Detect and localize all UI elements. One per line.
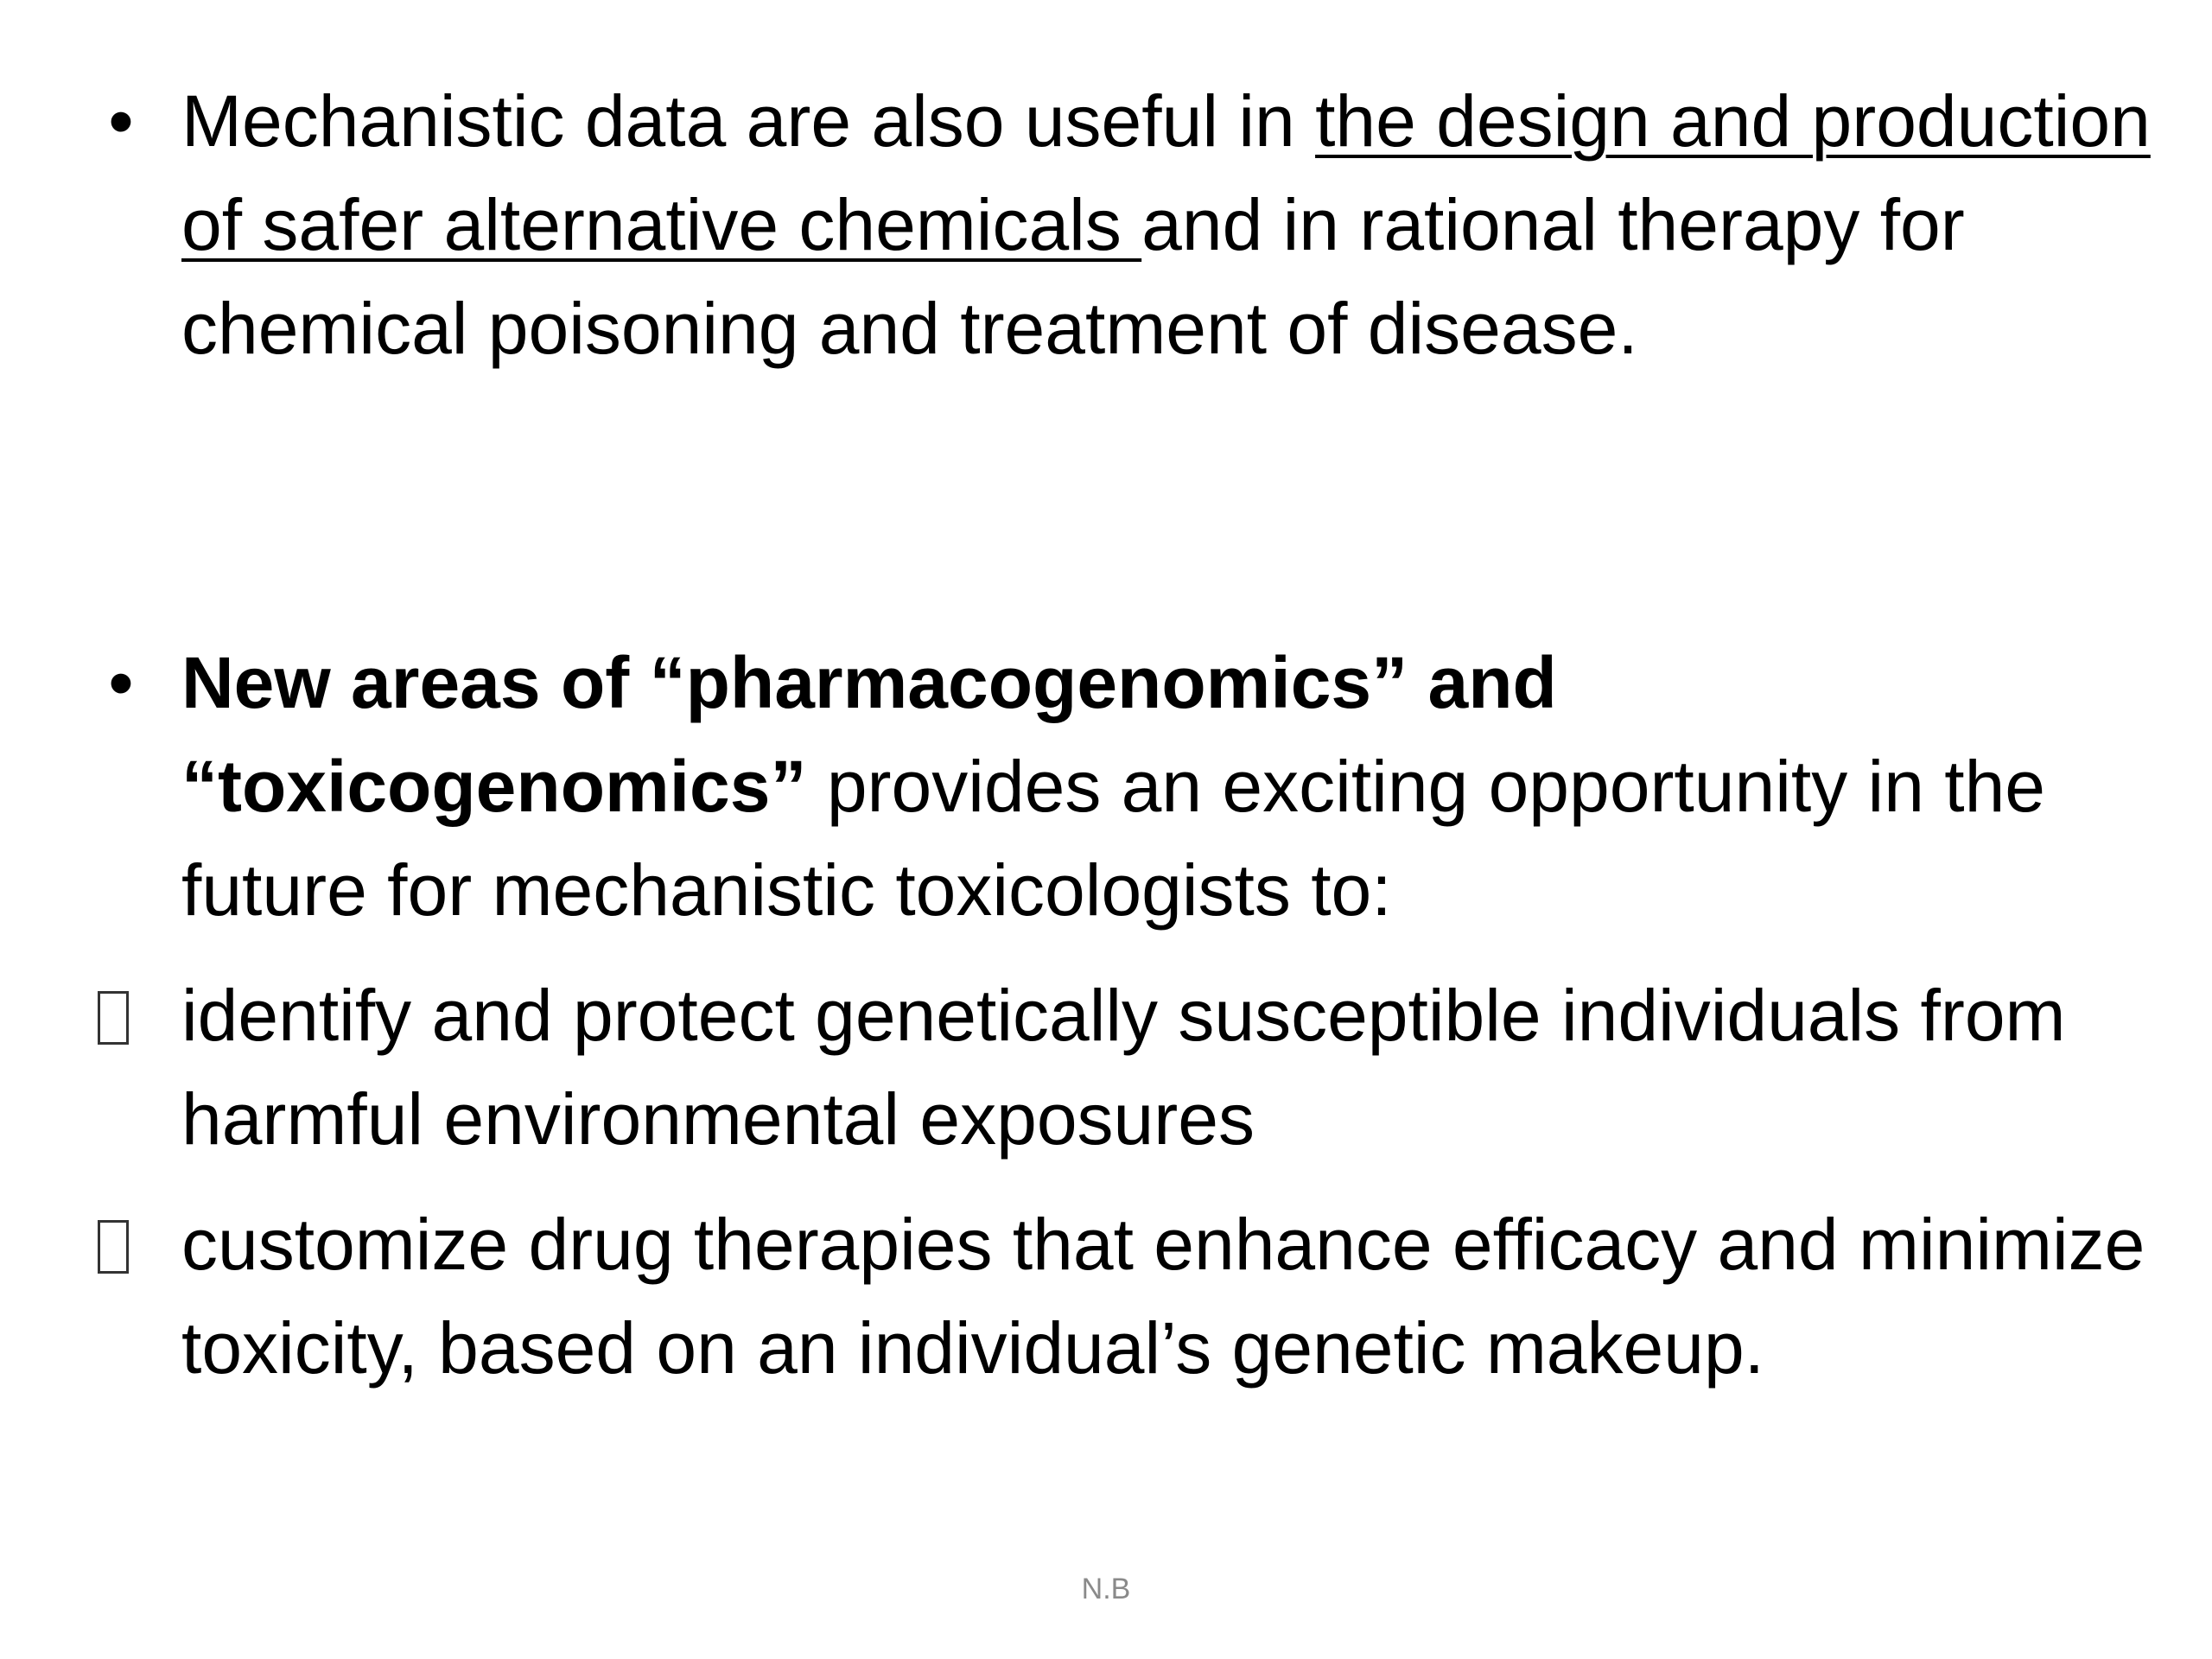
- checkbox-placeholder-icon: [98, 1220, 129, 1274]
- bullet-text-part: Mechanistic data are also useful in: [181, 80, 1316, 162]
- bullet-marker: •: [108, 642, 134, 723]
- bullet-text-part: provides an exciting opportunity in the future for mechanistic toxicologists to:: [181, 746, 2046, 931]
- bullet-marker: •: [108, 80, 134, 162]
- sub-item-customize: [181, 1192, 2152, 1400]
- bullet-text-part: and in rational therapy for chemical poisoning and treatment of disease.: [181, 184, 1965, 369]
- checkbox-placeholder-icon: [98, 991, 129, 1045]
- bullet-bold-text: New areas of “pharmacogenomics” and “toxicogenomics”: [181, 642, 1557, 827]
- sub-item-text: customize drug therapies that enhance efficacy and minimize toxicity, based on an individual’s genetic makeup.: [181, 1204, 2145, 1389]
- bullet-genomics: [108, 631, 2152, 942]
- footer-label: N.B: [1081, 1573, 1131, 1605]
- bullet-mechanistic-data: [108, 69, 2152, 380]
- sub-item-identify: [181, 963, 2152, 1171]
- bullet-underlined-text: the design and production of safer alternative chemicals: [181, 80, 2151, 265]
- sub-item-text: identify and protect genetically susceptible individuals from harmful environmental exposures: [181, 975, 2066, 1160]
